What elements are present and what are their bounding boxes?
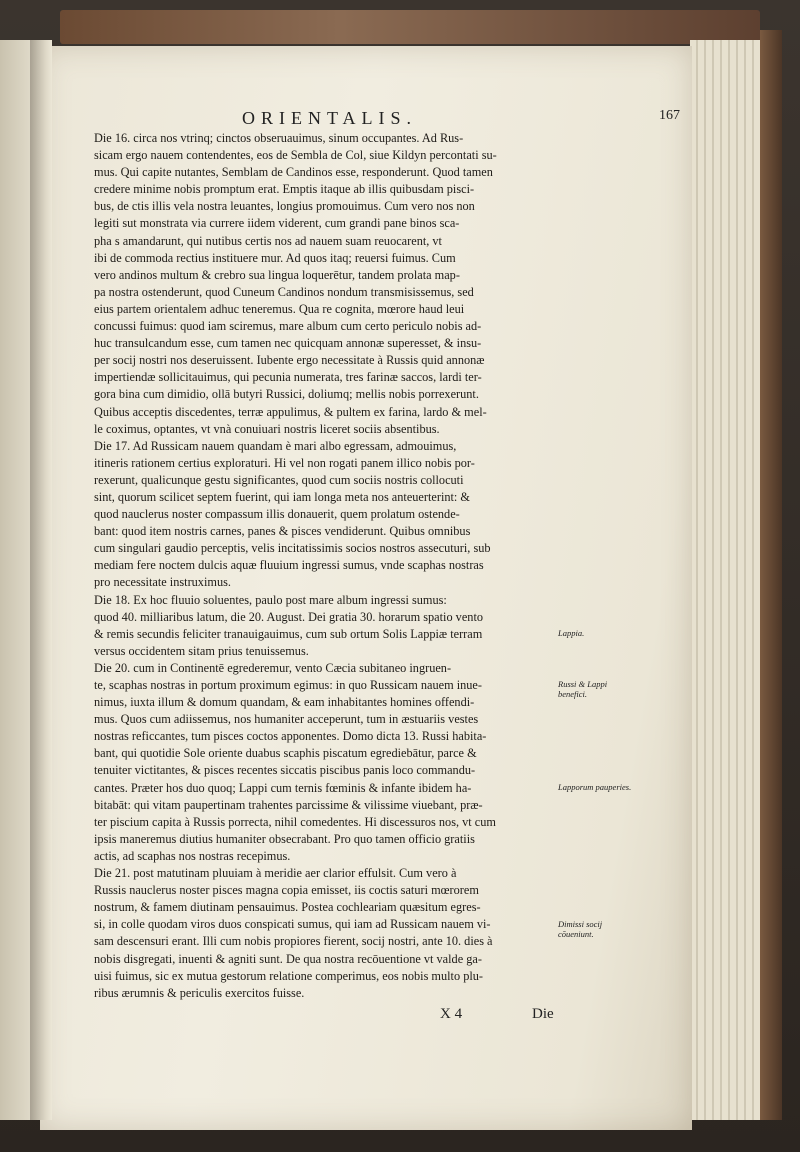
text-line: sam descensuri erant. Illi cum nobis propiores fierent, socij nostri, ante 10. dies à bbox=[94, 934, 493, 949]
margin-note: Russi & Lappi benefici. bbox=[558, 679, 608, 700]
text-line: bitabāt: qui vitam paupertinam trahentes parcissime & vilissime viuebant, præ- bbox=[94, 797, 483, 812]
text-line: eius partem orientalem adhuc teneremus. Qua re cognita, mœrore haud leui bbox=[94, 301, 465, 316]
margin-note: Dimissi socij cōueniunt. bbox=[558, 918, 603, 939]
text-line: & remis secundis feliciter tranauigauimus, cum sub ortum Solis Lappiæ terram bbox=[94, 626, 483, 641]
text-line: rexerunt, qualicunque gestu significantes, quod cum sociis nostris collocuti bbox=[94, 472, 464, 487]
text-line: Die 16. circa nos vtrinq; cinctos obseruauimus, sinum occupantes. Ad Rus- bbox=[94, 131, 464, 145]
book-cover-edge bbox=[60, 10, 760, 44]
text-line: te, scaphas nostras in portum proximum egimus: in quo Russicam nauem inue- bbox=[94, 678, 482, 692]
text-line: concussi fuimus: quod iam sciremus, mare album cum certo periculo nobis ad- bbox=[94, 319, 482, 334]
text-line: vero andinos multum & crebro sua lingua loquerētur, tandem prolata map- bbox=[94, 267, 460, 282]
text-line: ipsis maneremus diutius humaniter obsecrabant. Pro quo tamen officio gratiis bbox=[94, 831, 475, 846]
text-line: itineris rationem certius exploraturi. Hi vel non rogati panem illico nobis por- bbox=[94, 455, 475, 470]
text-line: le coximus, optantes, vt vnà conuiuari nostris liceret sociis absentibus. bbox=[94, 421, 440, 436]
right-page-stack bbox=[690, 40, 770, 1120]
text-line: cum singulari gaudio perceptis, velis incitatissimis socios nostros assecuturi, sub bbox=[94, 541, 491, 556]
book-binding bbox=[760, 30, 782, 1120]
margin-note: Lappia. bbox=[558, 627, 585, 638]
text-line: legiti sut monstrata via currere iidem viderent, cum grandi pane binos sca- bbox=[94, 216, 460, 231]
text-line: sicam ergo nauem contendentes, eos de Sembla de Col, siue Kildyn percontati su- bbox=[94, 148, 497, 163]
page-gutter bbox=[30, 40, 52, 1120]
book-page bbox=[40, 46, 692, 1130]
text-line: Die 20. cum in Continentē egrederemur, vento Cæcia subitaneo ingruen- bbox=[94, 660, 452, 675]
body-text bbox=[94, 130, 564, 1002]
text-line: mus. Quos cum adiissemus, nos humaniter acceperunt, tum in æstuariis vestes bbox=[94, 712, 479, 727]
text-line: bant, qui quotidie Sole oriente duabus scaphis piscatum egrediebātur, parce & bbox=[94, 746, 477, 761]
text-line: nobis disgregati, inuenti & agniti sunt. De qua nostra recōuentione vt valde ga- bbox=[94, 951, 482, 966]
text-line: huc transulcandum esse, cum tamen nec quicquam annonæ superesset, & insu- bbox=[94, 336, 482, 351]
text-line: bus, de ctis illis vela nostra leuantes, longius promouimus. Cum vero nos non bbox=[94, 199, 475, 214]
running-title: ORIENTALIS. bbox=[242, 108, 418, 128]
text-line: ibi de commoda rectius instituere mur. Ad quos itaq; reuersi fuimus. Cum bbox=[94, 250, 456, 265]
text-line: Die 21. post matutinam pluuiam à meridie aer clarior effulsit. Cum vero à bbox=[94, 866, 457, 881]
text-line: quod nauclerus noster compassum illis donauerit, quem prolatum ostende- bbox=[94, 507, 460, 522]
text-line: pha s amandarunt, qui nutibus certis nos ad nauem suam reuocarent, vt bbox=[94, 233, 442, 248]
text-line: quod 40. milliaribus latum, die 20. August. Dei gratia 30. horarum spatio vento bbox=[94, 609, 484, 624]
running-head bbox=[100, 108, 680, 132]
text-line: cantes. Præter hos duo quoq; Lappi cum ternis fœminis & infante ibidem ha- bbox=[94, 780, 472, 795]
text-line: credere minime nobis promptum erat. Emptis itaque ab illis quibusdam pisci- bbox=[94, 182, 475, 197]
text-line: ter piscium capita à Russis porrecta, nihil comedentes. Hi discessuros nos, vt cum bbox=[94, 814, 496, 829]
text-line: tenuiter victitantes, & pisces recentes siccatis piscibus panis loco commandu- bbox=[94, 763, 476, 778]
text-line: gora bina cum dimidio, ollā butyri Russici, doliumq; mellis nobis porrexerunt. bbox=[94, 387, 479, 402]
text-line: versus occidentem sitam prius tenuissemus. bbox=[94, 643, 309, 658]
catchword: Die bbox=[532, 1006, 554, 1022]
text-line: impertiendæ sollicitauimus, qui pecunia numerata, tres farinæ saccos, lardi ter- bbox=[94, 370, 482, 385]
text-line: si, in colle quodam viros duos conspicati sumus, qui iam ad Russicam nauem vi- bbox=[94, 917, 491, 932]
text-line: uisi fuimus, sic ex mutua gestorum relatione comperimus, eos nobis multo plu- bbox=[94, 968, 484, 983]
text-line: nostras reficcantes, tum pisces coctos apponentes. Domo dicta 13. Russi habita- bbox=[94, 729, 487, 744]
text-line: mus. Qui capite nutantes, Semblam de Candinos esse, responderunt. Quod tamen bbox=[94, 165, 493, 180]
signature-mark: X 4 bbox=[440, 1006, 463, 1022]
text-line: pa nostra ostenderunt, quod Cuneum Candinos nondum transmisissemus, sed bbox=[94, 284, 474, 299]
text-line: per socij nostri nos deseruissent. Iubente ergo necessitate à Russis quid annonæ bbox=[94, 353, 485, 368]
text-line: mediam fere noctem dulcis aquæ fluuium ingressi sumus, vnde scaphas nostras bbox=[94, 558, 484, 573]
text-line: nostrum, & famem diutinam pensauimus. Postea cochleariam quæsitum egres- bbox=[94, 900, 481, 915]
text-line: sint, quorum scilicet septem fuerint, qui iam longa meta nos anteuerterint: & bbox=[94, 489, 470, 504]
page-number: 167 bbox=[659, 108, 680, 123]
text-line: actis, ad scaphas nos nostras recepimus. bbox=[94, 848, 291, 863]
text-line: Quibus acceptis discedentes, terræ appulimus, & pultem ex farina, lardo & mel- bbox=[94, 404, 487, 419]
text-line: ribus ærumnis & periculis exercitos fuisse. bbox=[94, 985, 305, 1000]
margin-note: Lapporum pauperies. bbox=[558, 781, 632, 792]
text-line: Die 18. Ex hoc fluuio soluentes, paulo post mare album ingressi sumus: bbox=[94, 592, 447, 607]
text-line: bant: quod item nostris carnes, panes & pisces vendiderunt. Quibus omnibus bbox=[94, 524, 471, 539]
text-line: Russis nauclerus noster pisces magna copia emisset, iis coctis saturi mœrorem bbox=[94, 883, 479, 898]
text-line: Die 17. Ad Russicam nauem quandam è mari albo egressam, admouimus, bbox=[94, 438, 457, 453]
text-line: pro necessitate instruximus. bbox=[94, 575, 231, 590]
text-line: nimus, iuxta illum & domum quandam, & eam inhabitantes homines offendi- bbox=[94, 695, 475, 710]
